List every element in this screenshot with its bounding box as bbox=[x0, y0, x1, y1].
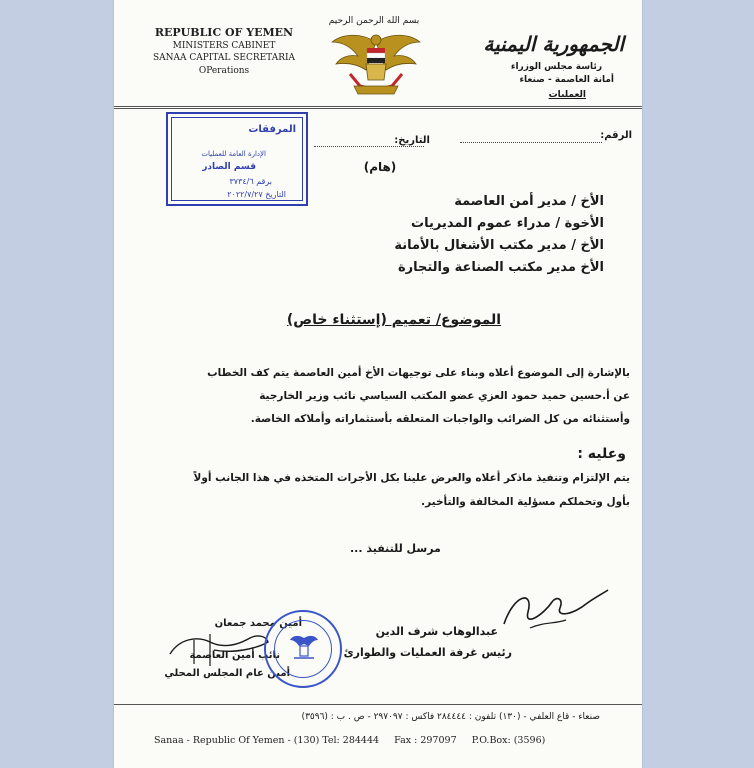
right-signatory-title: رئيس غرفة العمليات والطوارئ bbox=[343, 646, 512, 659]
left-signatory-title: نائب أمين العاصمة bbox=[189, 650, 280, 661]
header-ar-cabinet: رئاسة مجلس الوزراء bbox=[510, 62, 602, 72]
header-en-secretaria: SANAA CAPITAL SECRETARIA bbox=[152, 53, 296, 63]
left-signatory-name: أمين محمد جمعان bbox=[214, 618, 302, 629]
header-en-title: REPUBLIC OF YEMEN bbox=[154, 26, 294, 39]
stamp-date: التاريخ ٢٠٢٢/٧/٢٧ bbox=[227, 190, 286, 199]
header-rule bbox=[114, 106, 642, 107]
header-ar-title: الجمهورية اليمنية bbox=[483, 32, 624, 56]
body-line: بالإشارة إلى الموضوع أعلاه وبناء على توجيهات الأخ أمين العاصمة يتم كف الخطاب bbox=[207, 367, 630, 379]
conclusion-heading: وعليه : bbox=[577, 446, 626, 462]
header-en-operations: OPerations bbox=[198, 66, 250, 76]
document-page bbox=[114, 0, 642, 768]
right-signatory-name: عبدالوهاب شرف الدين bbox=[375, 625, 498, 638]
body-line: عن أ.حسين حميد حمود العزي عضو المكتب السياسي نائب وزير الخارجية bbox=[259, 390, 630, 402]
footer-en-address: Sanaa - Republic Of Yemen - (130) Tel: 284444 Fax : 297097 P.O.Box: (3596) bbox=[154, 735, 546, 746]
recipient-line: الأخ مدير مكتب الصناعة والتجارة bbox=[397, 260, 604, 275]
yemen-eagle-emblem-icon bbox=[330, 28, 422, 100]
seal-eagle-icon bbox=[290, 634, 318, 664]
urgent-label: (هام) bbox=[363, 160, 397, 174]
body-line: وأستثنائه من كل الضرائب والواجبات المتعلقه بأستثماراته وأملاكه الخاصة. bbox=[250, 413, 630, 425]
date-dotline bbox=[314, 146, 424, 147]
header-ar-capital: أمانة العاصمة - صنعاء bbox=[519, 75, 614, 85]
header-rule-double bbox=[114, 108, 642, 109]
stamp-number: برقم ٣٧٣٤/٦ bbox=[229, 177, 272, 186]
bismillah: بسم الله الرحمن الرحيم bbox=[328, 16, 420, 26]
conclusion-line: بأول وتحملكم مسؤلية المخالفة والتأخير. bbox=[421, 496, 630, 508]
header-en-cabinet: MINISTERS CABINET bbox=[172, 41, 276, 51]
official-seal bbox=[264, 610, 342, 688]
conclusion-line: يتم الإلتزام وتنفيذ ماذكر أعلاه والعرض علينا بكل الأجرات المتخذه في هذا الجانب أولاً bbox=[193, 472, 630, 484]
subject-line: الموضوع/ تعميم (إستثناء خاص) bbox=[286, 312, 502, 328]
number-dotline bbox=[460, 142, 602, 143]
footer-rule bbox=[114, 704, 642, 705]
left-signatory-title2: أمين عام المجلس المحلي bbox=[164, 668, 290, 679]
recipient-line: الأخ / مدير مكتب الأشغال بالأمانة bbox=[394, 238, 604, 253]
number-label: الرقم: bbox=[600, 130, 632, 141]
closing-line: مرسل للتنفيذ ... bbox=[350, 542, 441, 555]
header-ar-operations: العمليات bbox=[548, 90, 586, 100]
recipient-line: الأخوة / مدراء عموم المديريات bbox=[411, 216, 604, 231]
stamp-department: الإدارة العامة للعمليات bbox=[201, 150, 266, 158]
stamp-title: المرفقات bbox=[248, 124, 296, 135]
stamp-section: قسم الصادر bbox=[202, 162, 256, 172]
date-label: التاريخ: bbox=[394, 135, 430, 146]
footer-ar-address: صنعاء - قاع العلفي - (١٣٠) تلفون : ٢٨٤٤٤٤ فاكس : ٢٩٧٠٩٧ - ص . ب : (٣٥٩٦) bbox=[301, 712, 600, 722]
outgoing-stamp bbox=[166, 112, 308, 206]
recipient-line: الأخ / مدير أمن العاصمة bbox=[454, 194, 604, 209]
right-signature bbox=[494, 584, 614, 636]
